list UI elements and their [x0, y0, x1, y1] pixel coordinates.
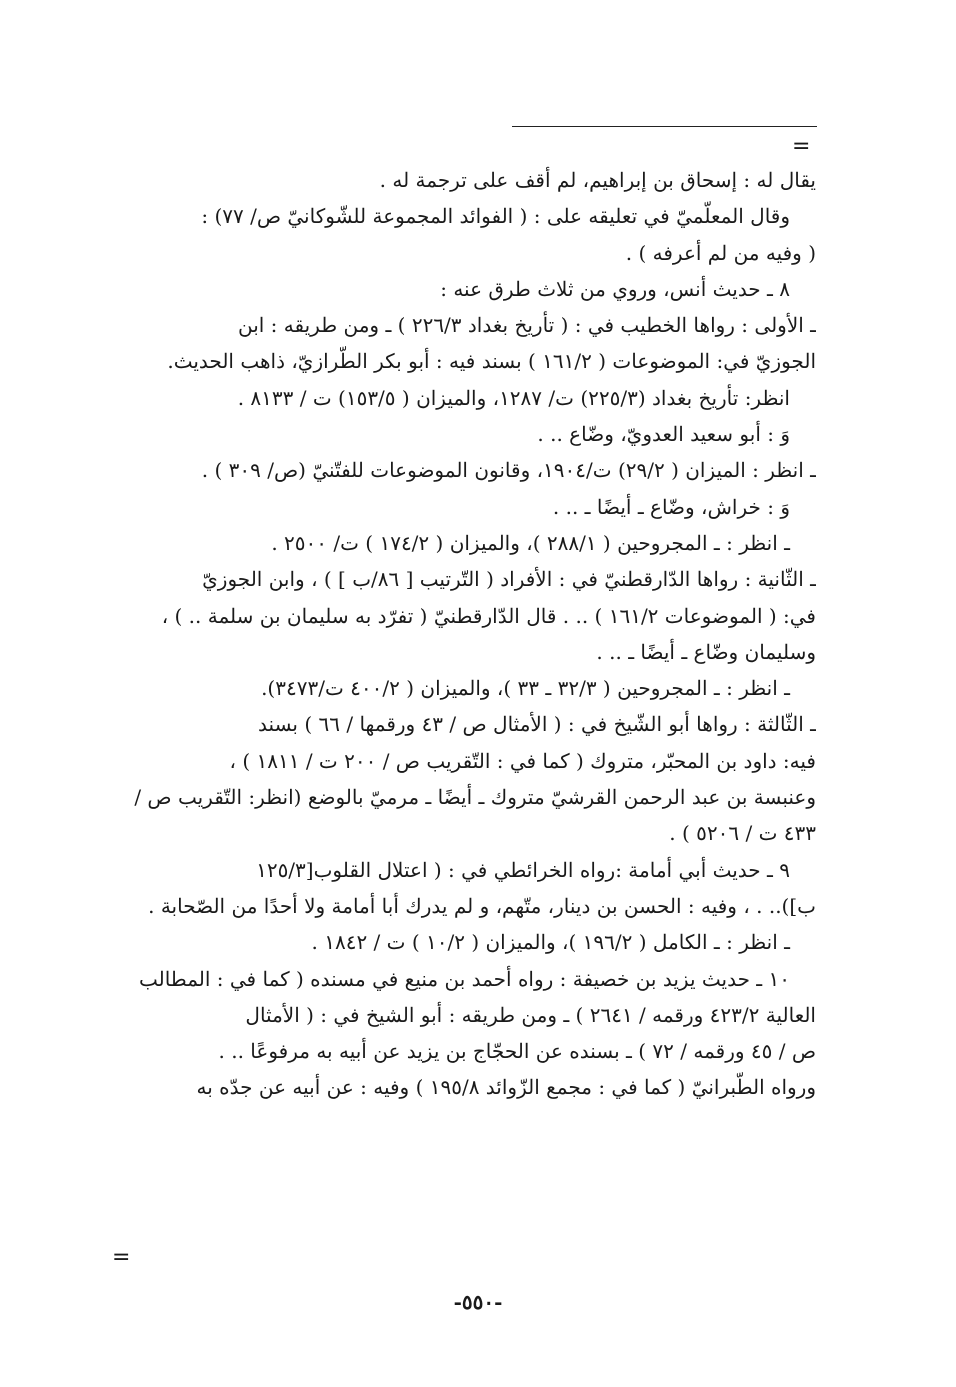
text-line: ب]).. . ، وفيه : الحسن بن دينار، متّهم، و لم يدرك أبا أمامة ولا أحدًا من الصّحابة .	[148, 893, 816, 918]
text-line: ـ انظر : ـ المجروحين ( ٢٨٨/١ )، والميزان ( ١٧٤/٢ ) ت/ ٢٥٠٠ .	[271, 530, 790, 555]
text-line: الجوزيّ في: الموضوعات ( ١٦١/٢ ) بسند فيه : أبو بكر الطّرازيّ، ذاهب الحديث.	[167, 349, 816, 374]
text-line: ـ انظر : ـ الكامل ( ١٩٦/٢ )، والميزان ( ١٠/٢ ) ت / ١٨٤٢ .	[311, 930, 790, 955]
text-line: ـ الأولى : رواها الخطيب في : ( تأريخ بغداد ٢٢٦/٣ ) ـ ومن طريقه : ابن	[237, 313, 816, 338]
text-line: ورواه الطّبرانيّ ( كما في : مجمع الزّوائد ١٩٥/٨ ) وفيه : عن أبيه عن جدّه به	[196, 1075, 816, 1100]
continuation-mark-top: =	[792, 134, 811, 159]
text-line: ٤٣٣ ت / ٥٢٠٦ ) .	[669, 821, 816, 846]
text-line: وَ : أبو سعيد العدويّ، وضّاع .. .	[537, 422, 790, 447]
page-number: -٥٥٠-	[453, 1290, 503, 1314]
text-line: ـ الثّالثة : رواها أبو الشّيخ في : ( الأمثال ص / ٤٣ ورقمها / ٦٦ ) بسند	[258, 712, 816, 737]
text-line: في: ( الموضوعات ١٦١/٢ ) .. . قال الدّارقطنيّ ( تفرّد به سليمان بن سلمة .. ) ،	[161, 603, 816, 628]
text-line: يقال له : إسحاق بن إبراهيم، لم أقف على ترجمة له .	[379, 168, 816, 192]
text-line: ٩ ـ حديث أبي أمامة :رواه الخرائطي في : ( اعتلال القلوب[١٢٥/٣	[256, 857, 790, 882]
text-line: ١٠ ـ حديث يزيد بن خصيفة : رواه أحمد بن منيع في مسنده ( كما في : المطالب	[138, 966, 790, 991]
text-line: العالية ٤٢٣/٢ ورقمه / ٢٦٤١ ) ـ ومن طريقه : أبو الشيخ في : ( الأمثال	[245, 1002, 816, 1027]
continuation-mark-bottom: =	[112, 1245, 131, 1270]
text-line: ـ انظر : ـ المجروحين ( ٣٢/٣ ـ ٣٣ )، والميزان ( ٤٠٠/٢ ت/٣٤٧٣).	[261, 676, 790, 701]
text-line: ـ انظر : الميزان ( ٢٩/٢) ت/١٩٠٤، وقانون الموضوعات للفتّنيّ (ص/ ٣٠٩ ) .	[201, 458, 816, 483]
text-line: وقال المعلّميّ في تعليقه على : ( الفوائد المجموعة للشّوكانيّ ص/ ٧٧) :	[201, 204, 790, 229]
footnote-separator-rule	[512, 126, 817, 127]
text-line: وعنبسة بن عبد الرحمن القرشيّ متروك ـ أيضًا ـ مرميّ بالوضع (انظر: التّقريب ص /	[134, 785, 816, 810]
text-line: انظر: تأريخ بغداد (٢٢٥/٣) ت/ ١٢٨٧، والميزان ( ١٥٣/٥) ت / ٨١٣٣ .	[237, 385, 790, 410]
text-line: ٨ ـ حديث أنس، وروي من ثلاث طرق عنه :	[440, 276, 790, 301]
text-line: ـ الثّانية : رواها الدّارقطنيّ في : الأفراد ( التّرتيب [ ٨٦/ب ] ) ، وابن الجوزيّ	[202, 567, 816, 592]
text-line: فيه: داود بن المحبّر، متروك ( كما في : التّقريب ص / ٢٠٠ ت / ١٨١١ ) ،	[229, 748, 816, 773]
text-line: ( وفيه من لم أعرفه ) .	[625, 240, 816, 265]
footnote-text-block	[100, 162, 816, 1106]
text-line: ص / ٤٥ ورقمه / ٧٢ ) ـ بسنده عن الحجّاج بن يزيد عن أبيه به مرفوعًا .. .	[218, 1039, 816, 1064]
text-line: وسليمان وضّاع ـ أيضًا ـ .. .	[596, 639, 816, 664]
text-line: وَ : خراش، وضّاع ـ أيضًا ـ .. .	[552, 494, 790, 519]
